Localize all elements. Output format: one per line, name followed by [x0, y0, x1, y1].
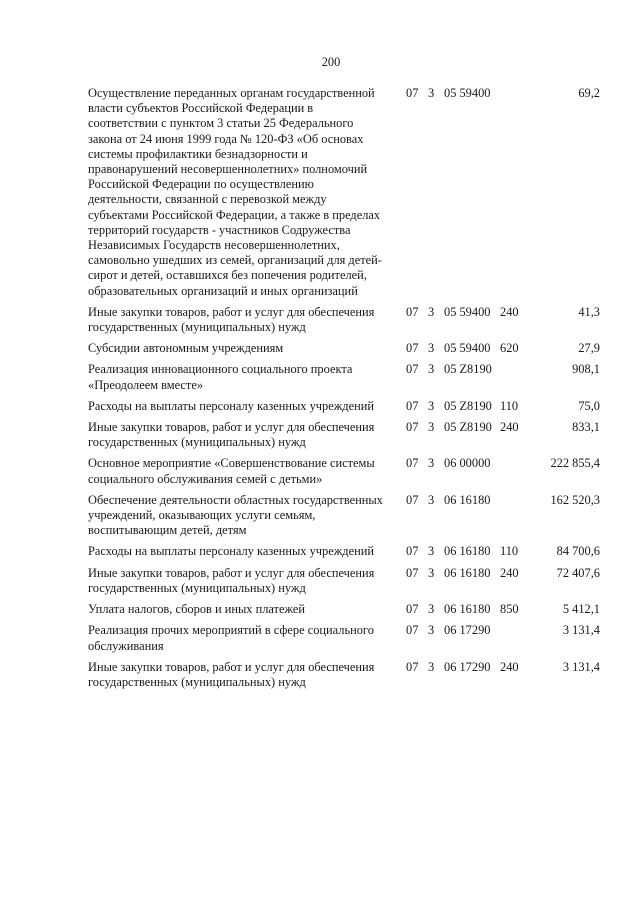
- table-row: [88, 420, 600, 450]
- code-program: 3: [428, 659, 435, 674]
- table-row: [88, 305, 600, 335]
- code-expense-type: 620: [500, 341, 519, 356]
- code-program: 3: [428, 362, 435, 377]
- code-expense-type: 240: [500, 420, 519, 435]
- table-row: [88, 566, 600, 596]
- row-description: Субсидии автономным учреждениям: [88, 341, 284, 356]
- code-section: 07: [406, 304, 419, 319]
- code-target: 05 59400: [444, 86, 491, 100]
- code-expense-type: 110: [500, 544, 519, 559]
- row-description: Основное мероприятие «Совершенствование системы социального обслуживания семей с детьми»: [88, 456, 375, 486]
- code-program: 3: [428, 544, 435, 559]
- table-row: [88, 602, 600, 617]
- row-description: Иные закупки товаров, работ и услуг для обеспечения государственных (муниципальных) нужд: [88, 304, 375, 335]
- row-amount: 27,9: [578, 341, 600, 356]
- code-target: 06 16180: [444, 544, 491, 559]
- code-program: 3: [428, 341, 435, 356]
- table-row: [88, 623, 600, 653]
- code-target: 06 17290: [444, 623, 491, 638]
- row-description: Осуществление переданных органам государственной власти субъектов Российской Федерации в соответствии с пунктом 3 статьи 25 Федерального закона от 24 июня 1999 года № 120-ФЗ «Об основах системы профилактики безнадзорности и правонарушений несовершеннолетних» полномочий Российской Федерации по осуществлению деятельности, связанной с перевозкой между субъектами Российской Федерации, а также в пределах территорий государств - участников Содружества Независимых Государств несовершеннолетних, самовольно ушедших из семей, организаций для детей-сирот и детей, оставшихся без попечения родителей, образовательных организаций и иных организаций: [88, 86, 382, 298]
- row-description: Реализация инновационного социального проекта «Преодолеем вместе»: [88, 362, 353, 392]
- code-section: 07: [406, 86, 419, 100]
- row-amount: 3 131,4: [562, 659, 600, 674]
- row-amount: 75,0: [578, 398, 600, 413]
- row-description: Расходы на выплаты персоналу казенных учреждений: [88, 544, 374, 559]
- code-program: 3: [428, 398, 435, 413]
- code-section: 07: [406, 341, 419, 356]
- row-description: Иные закупки товаров, работ и услуг для обеспечения государственных (муниципальных) нужд: [88, 565, 375, 595]
- row-amount: 5 412,1: [562, 602, 600, 617]
- row-amount: 222 855,4: [550, 456, 600, 471]
- code-expense-type: 240: [500, 304, 519, 319]
- row-amount: 833,1: [572, 420, 600, 435]
- row-amount: 3 131,4: [562, 623, 600, 638]
- code-expense-type: 240: [500, 659, 519, 674]
- code-target: 06 16180: [444, 565, 491, 580]
- row-amount: 41,3: [578, 304, 600, 319]
- row-amount: 72 407,6: [556, 565, 600, 580]
- budget-table: [88, 86, 600, 696]
- page-number: 200: [321, 55, 341, 69]
- code-section: 07: [406, 492, 419, 507]
- row-description: Расходы на выплаты персоналу казенных учреждений: [88, 398, 374, 413]
- table-row: [88, 341, 600, 356]
- row-description: Иные закупки товаров, работ и услуг для обеспечения государственных (муниципальных) нужд: [88, 420, 375, 450]
- row-description: Реализация прочих мероприятий в сфере социального обслуживания: [88, 623, 374, 653]
- code-target: 06 16180: [444, 492, 491, 507]
- code-expense-type: 110: [500, 398, 519, 413]
- code-target: 05 59400: [444, 341, 491, 356]
- table-row: [88, 399, 600, 414]
- row-amount: 84 700,6: [556, 544, 600, 559]
- row-amount: 69,2: [578, 86, 600, 100]
- table-row: [88, 362, 600, 392]
- row-amount: 162 520,3: [550, 492, 600, 507]
- code-program: 3: [428, 623, 435, 638]
- code-target: 06 17290: [444, 659, 491, 674]
- code-section: 07: [406, 456, 419, 471]
- code-target: 06 00000: [444, 456, 491, 471]
- row-description: Уплата налогов, сборов и иных платежей: [88, 602, 306, 617]
- table-row: [88, 544, 600, 559]
- code-section: 07: [406, 565, 419, 580]
- code-program: 3: [428, 492, 435, 507]
- row-amount: 908,1: [572, 362, 600, 377]
- table-row: [88, 660, 600, 690]
- code-target: 05 59400: [444, 304, 491, 319]
- code-section: 07: [406, 398, 419, 413]
- code-expense-type: 850: [500, 602, 519, 617]
- code-target: 05 Z8190: [444, 420, 492, 435]
- row-description: Иные закупки товаров, работ и услуг для обеспечения государственных (муниципальных) нужд: [88, 659, 375, 689]
- code-target: 06 16180: [444, 602, 491, 617]
- code-program: 3: [428, 420, 435, 435]
- code-section: 07: [406, 623, 419, 638]
- table-row: [88, 86, 600, 299]
- code-expense-type: 240: [500, 565, 519, 580]
- code-section: 07: [406, 544, 419, 559]
- row-description: Обеспечение деятельности областных государственных учреждений, оказывающих услуги семьям, воспитывающим детей, детям: [88, 492, 383, 538]
- code-section: 07: [406, 602, 419, 617]
- code-target: 05 Z8190: [444, 362, 492, 377]
- code-section: 07: [406, 659, 419, 674]
- table-row: [88, 456, 600, 486]
- code-program: 3: [428, 86, 435, 100]
- code-program: 3: [428, 456, 435, 471]
- table-row: [88, 493, 600, 539]
- code-target: 05 Z8190: [444, 398, 492, 413]
- code-program: 3: [428, 304, 435, 319]
- code-section: 07: [406, 420, 419, 435]
- code-section: 07: [406, 362, 419, 377]
- code-program: 3: [428, 565, 435, 580]
- code-program: 3: [428, 602, 435, 617]
